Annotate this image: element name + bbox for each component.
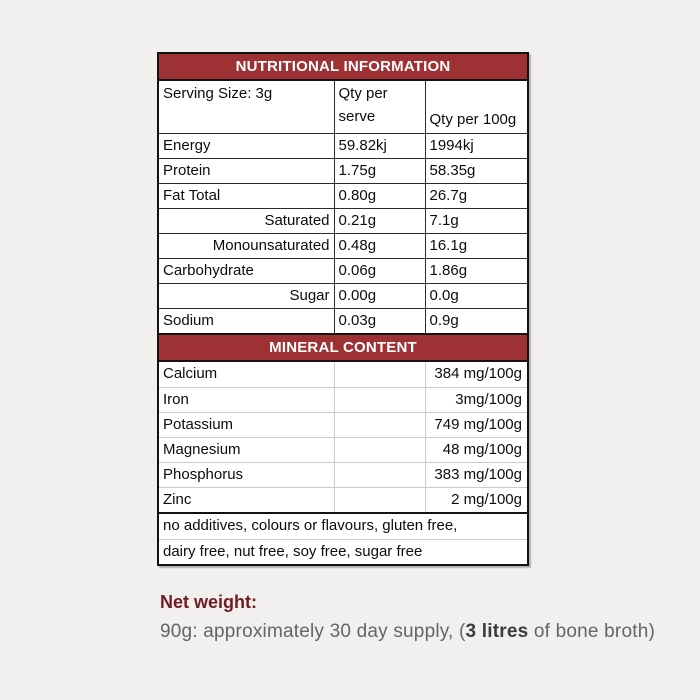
row-qty-serve: 0.06g xyxy=(334,258,425,283)
mineral-label: Iron xyxy=(159,387,334,412)
row-qty-100g: 58.35g xyxy=(425,158,527,183)
row-label: Fat Total xyxy=(159,183,334,208)
empty-cell xyxy=(334,462,425,487)
table-row xyxy=(159,183,527,208)
table-row xyxy=(159,412,527,437)
row-qty-serve: 59.82kj xyxy=(334,133,425,158)
supply-text-prefix: 90g: approximately 30 day supply, ( xyxy=(160,621,466,642)
mineral-value: 48 mg/100g xyxy=(425,437,527,462)
row-label: Protein xyxy=(159,158,334,183)
table-row xyxy=(159,208,527,233)
supply-description xyxy=(160,621,655,643)
row-qty-serve: 0.21g xyxy=(334,208,425,233)
row-qty-serve: 0.80g xyxy=(334,183,425,208)
mineral-label: Zinc xyxy=(159,487,334,512)
dietary-note-line: dairy free, nut free, soy free, sugar free xyxy=(159,539,527,564)
dietary-notes xyxy=(159,512,527,564)
row-qty-100g: 7.1g xyxy=(425,208,527,233)
empty-cell xyxy=(334,387,425,412)
mineral-label: Magnesium xyxy=(159,437,334,462)
table-row xyxy=(159,362,527,387)
table-header-row xyxy=(159,81,527,133)
mineral-value: 384 mg/100g xyxy=(425,362,527,387)
table-row xyxy=(159,233,527,258)
row-label-indented: Saturated xyxy=(159,208,334,233)
empty-cell xyxy=(334,362,425,387)
nutrition-label xyxy=(157,52,529,566)
row-qty-serve: 0.48g xyxy=(334,233,425,258)
row-qty-serve: 0.03g xyxy=(334,308,425,333)
supply-text-suffix: of bone broth) xyxy=(528,621,655,642)
dietary-note-line: no additives, colours or flavours, gluten free, xyxy=(163,517,458,534)
col-header-qty-per-100g: Qty per 100g xyxy=(425,81,527,133)
col-header-qty-per-serve: Qty per serve xyxy=(334,81,425,133)
mineral-label: Phosphorus xyxy=(159,462,334,487)
row-qty-serve: 0.00g xyxy=(334,283,425,308)
row-qty-100g: 1.86g xyxy=(425,258,527,283)
table-row xyxy=(159,387,527,412)
table-row xyxy=(159,158,527,183)
table-row xyxy=(159,462,527,487)
row-qty-100g: 0.0g xyxy=(425,283,527,308)
mineral-value: 3mg/100g xyxy=(425,387,527,412)
table-row xyxy=(159,437,527,462)
row-label: Sodium xyxy=(159,308,334,333)
empty-cell xyxy=(334,412,425,437)
row-qty-100g: 16.1g xyxy=(425,233,527,258)
table-row xyxy=(159,487,527,512)
nutrition-table xyxy=(159,81,527,333)
row-label: Carbohydrate xyxy=(159,258,334,283)
row-label-indented: Monounsaturated xyxy=(159,233,334,258)
serving-size-cell: Serving Size: 3g xyxy=(159,81,334,133)
mineral-value: 749 mg/100g xyxy=(425,412,527,437)
row-qty-100g: 0.9g xyxy=(425,308,527,333)
mineral-content-header: MINERAL CONTENT xyxy=(159,333,527,362)
table-row xyxy=(159,258,527,283)
table-row xyxy=(159,283,527,308)
mineral-value: 2 mg/100g xyxy=(425,487,527,512)
row-label-indented: Sugar xyxy=(159,283,334,308)
mineral-table xyxy=(159,362,527,512)
table-row xyxy=(159,308,527,333)
net-weight-heading: Net weight: xyxy=(160,592,257,612)
nutritional-information-header: NUTRITIONAL INFORMATION xyxy=(159,54,527,81)
mineral-label: Potassium xyxy=(159,412,334,437)
mineral-label: Calcium xyxy=(159,362,334,387)
row-label: Energy xyxy=(159,133,334,158)
mineral-value: 383 mg/100g xyxy=(425,462,527,487)
table-row xyxy=(159,133,527,158)
row-qty-serve: 1.75g xyxy=(334,158,425,183)
row-qty-100g: 26.7g xyxy=(425,183,527,208)
empty-cell xyxy=(334,487,425,512)
row-qty-100g: 1994kj xyxy=(425,133,527,158)
supply-text-bold: 3 litres xyxy=(465,621,529,642)
empty-cell xyxy=(334,437,425,462)
